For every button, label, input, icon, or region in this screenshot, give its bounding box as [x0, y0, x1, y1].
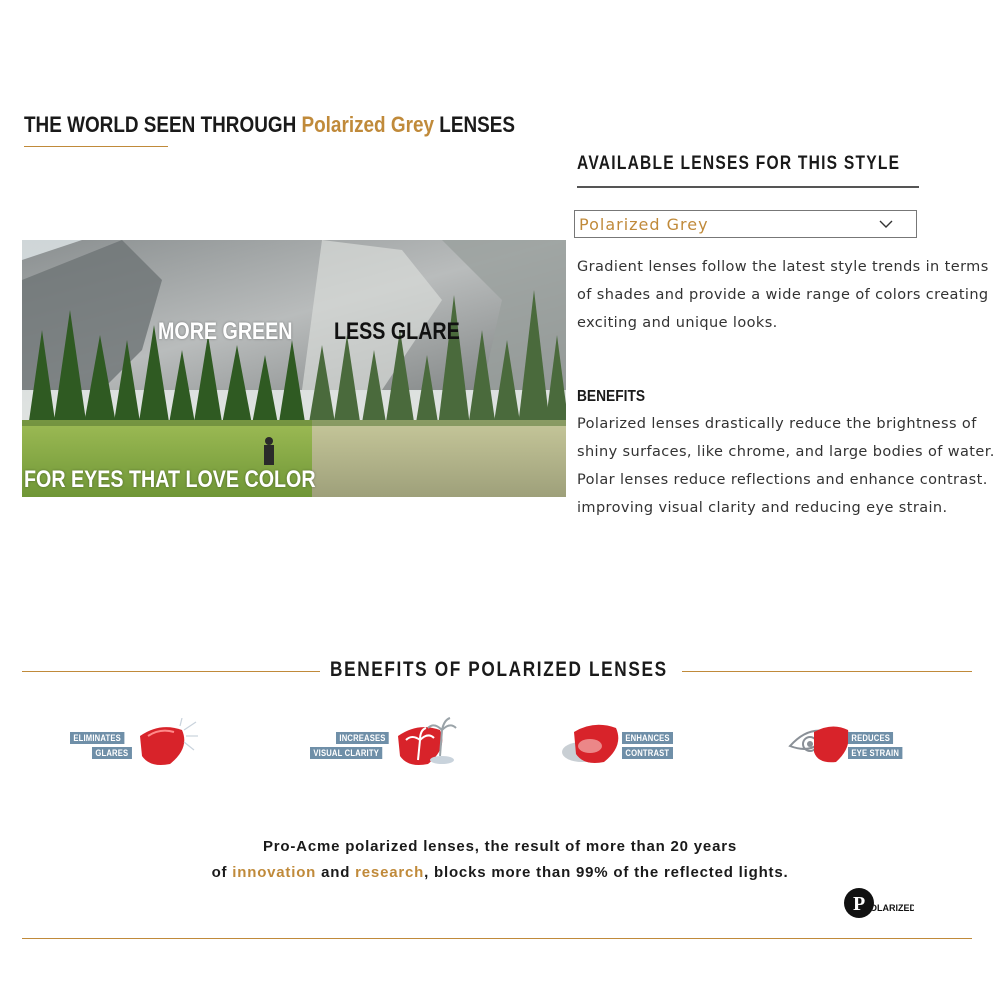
svg-text:P: P [853, 893, 866, 915]
chevron-down-icon [878, 216, 894, 232]
less-glare-label: LESS GLARE [334, 318, 460, 345]
badge-tag-line2: EYE STRAIN [848, 747, 902, 759]
landscape-illustration [22, 240, 566, 497]
badge-tag-line1: ELIMINATES [70, 732, 124, 744]
footer-line-1: Pro-Acme polarized lenses, the result of more than 20 years [262, 838, 737, 855]
palm-tree-icon [390, 716, 460, 776]
available-lenses-title: AVAILABLE LENSES FOR THIS STYLE [577, 153, 901, 174]
badge-visual-clarity [310, 716, 460, 776]
available-lenses-rule [577, 186, 919, 188]
svg-text:POLARIZED: POLARIZED [864, 903, 914, 913]
section-rule-left [22, 671, 320, 672]
eye-icon [788, 718, 858, 774]
badge-tag-line2: CONTRAST [622, 747, 673, 759]
badge-tag-line2: VISUAL CLARITY [310, 747, 382, 759]
footer-statement [0, 834, 1000, 886]
polarized-logo-icon [842, 886, 914, 920]
bottom-rule [22, 938, 972, 939]
badge-tag-line2: GLARES [92, 747, 132, 759]
headline-lens-name: Polarized Grey [301, 112, 435, 137]
badge-eliminates-glares [70, 716, 200, 776]
eyes-love-color-label: FOR EYES THAT LOVE COLOR [24, 466, 316, 493]
more-green-label: MORE GREEN [158, 318, 293, 345]
research-highlight: research [355, 864, 425, 881]
innovation-highlight: innovation [232, 864, 317, 881]
lens-description: Gradient lenses follow the latest style trends in terms of shades and provide a wide range of colors creating exciting and unique looks. [577, 259, 989, 331]
badge-tag-line1: INCREASES [336, 732, 389, 744]
headline-underline [24, 146, 168, 147]
section-title: BENEFITS OF POLARIZED LENSES [330, 658, 668, 681]
badge-tag-line1: ENHANCES [622, 732, 673, 744]
polarized-logo [842, 886, 914, 920]
page-headline: THE WORLD SEEN THROUGH Polarized Grey LENSES [24, 112, 515, 137]
footer-line-2: of innovation and research, blocks more than 99% of the reflected lights. [211, 864, 789, 881]
badge-enhances-contrast [560, 716, 690, 776]
badge-tag-line1: REDUCES [848, 732, 893, 744]
lens-glare-icon [130, 718, 200, 774]
benefits-heading: BENEFITS [577, 388, 646, 405]
badge-reduces-eye-strain [788, 716, 918, 776]
comparison-photo [22, 240, 566, 497]
section-rule-right [682, 671, 972, 672]
cloud-icon [560, 718, 630, 774]
lens-select-value: Polarized Grey [579, 214, 709, 234]
benefits-text: Polarized lenses drastically reduce the brightness of shiny surfaces, like chrome, and large bodies of water. Polar lenses reduce reflections and enhance contrast. improving visual clarity and reducing eye strain. [577, 416, 995, 516]
lens-select-dropdown[interactable] [574, 210, 917, 238]
